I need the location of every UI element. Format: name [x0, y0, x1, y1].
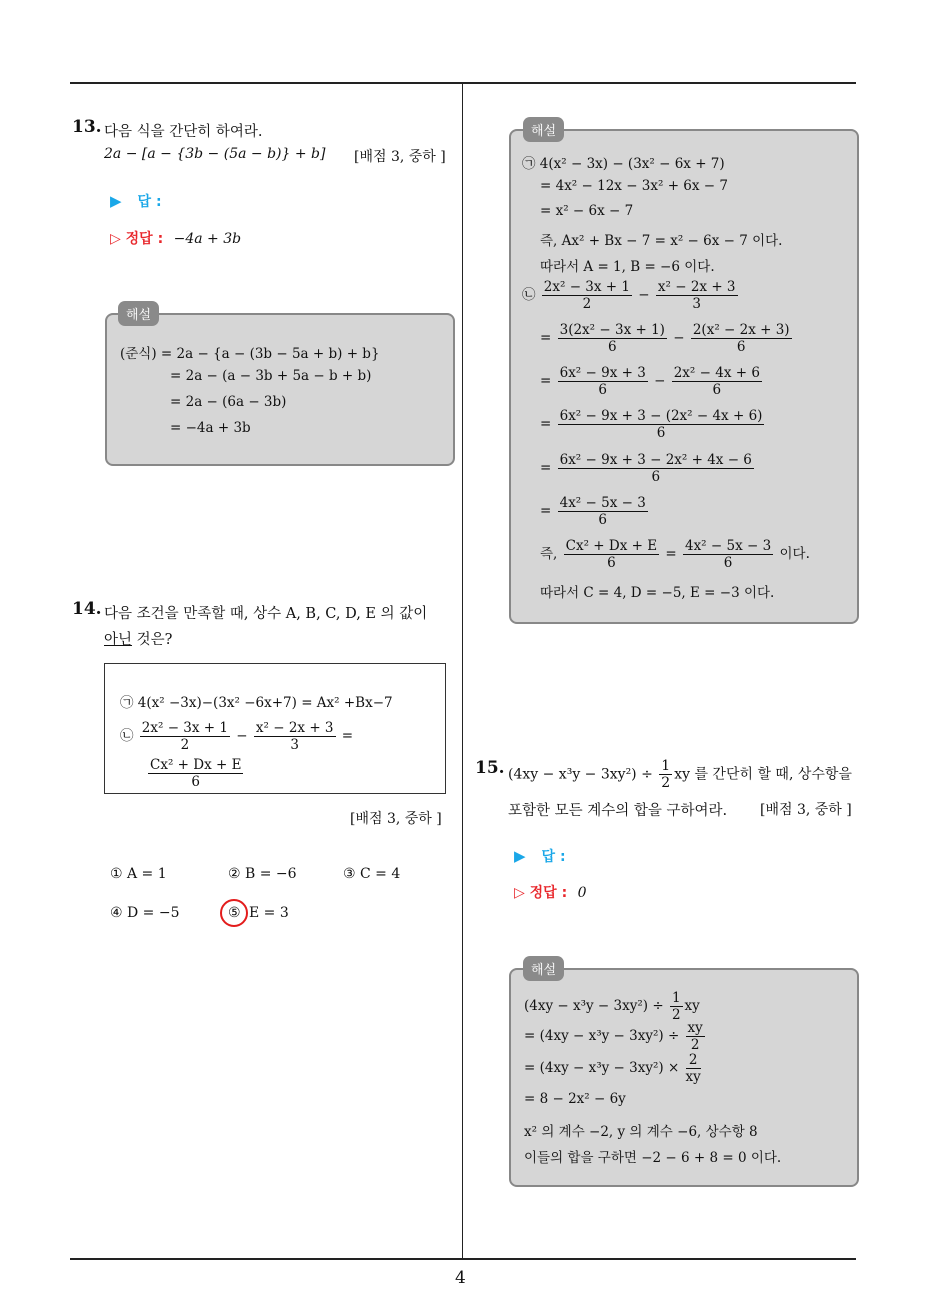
explanation-line: x² 의 계수 −2, y 의 계수 −6, 상수항 8	[524, 1124, 758, 1140]
q15-question-text-line2: 포함한 모든 계수의 합을 구하여라.	[508, 803, 728, 819]
q15-correct-label: 정답 :	[529, 885, 568, 901]
fraction: $\frac{1}{2}$	[661, 758, 671, 791]
explanation-line: 따라서 C = 4, D = −5, E = −3 이다.	[540, 585, 775, 601]
fraction: $\frac{\text{4x² − 5x − 3}}{6}$	[559, 495, 646, 528]
q15-explanation-tag: 해설	[523, 956, 564, 981]
explanation-line: = $\frac{\text{4x² − 5x − 3}}{6}$	[540, 495, 646, 528]
explanation-line: = (4xy − x³y − 3xy²) × $\frac{2}{xy}$	[524, 1052, 701, 1085]
q13-correct-label: 정답 :	[125, 231, 164, 247]
explanation-line: = $\frac{\text{6x² − 9x + 3}}{6}$ − $\frac{\text{2x² − 4x + 6}}{6}$	[540, 365, 760, 398]
q13-correct-value: −4a + 3b	[173, 231, 242, 247]
fraction: $\frac{\text{Cx² + Dx + E}}{6}$	[565, 538, 658, 571]
explanation-line: ㉠ 4(x² − 3x) − (3x² − 6x + 7)	[522, 156, 725, 172]
q14-condition-2: ㉡ $\frac{\text{2x² − 3x + 1}}{2}$ − $\frac{\text{x² − 2x + 3}}{3}$ =	[120, 720, 354, 753]
fraction: $\frac{\text{2x² − 4x + 6}}{6}$	[673, 365, 760, 398]
page-number: 4	[455, 1268, 466, 1288]
q14-number: 14.	[72, 599, 102, 619]
q13-expression: 2a − [a − {3b − (5a − b)} + b]	[104, 146, 326, 162]
q13-answer-label: 답 :	[137, 194, 162, 210]
fraction: $\frac{1}{2}$	[671, 990, 681, 1023]
play-icon: ▶	[514, 847, 526, 865]
explanation-line: = 4x² − 12x − 3x² + 6x − 7	[540, 178, 728, 194]
column-divider	[462, 84, 463, 1258]
selected-answer-circle-icon	[220, 899, 248, 927]
q13-explanation-line: (준식) = 2a − {a − (3b − 5a + b) + b}	[120, 346, 380, 362]
q15-question-text: (4xy − x³y − 3xy²) ÷ $\frac{1}{2}$ xy 를 간단히 할 때, 상수항을	[508, 758, 852, 791]
top-rule	[70, 82, 856, 84]
fraction: $\frac{\text{4x² − 5x − 3}}{6}$	[684, 538, 772, 571]
fraction: $\frac{xy}{2}$	[687, 1020, 703, 1053]
fraction: $\frac{\text{2x² − 3x + 1}}{2}$	[141, 720, 228, 753]
explanation-line: = x² − 6x − 7	[540, 203, 634, 219]
q14-choice-3[interactable]: ③ C = 4	[343, 866, 401, 882]
explanation-line: = $\frac{\text{6x² − 9x + 3 − (2x² − 4x + 6)}}{6}$	[540, 408, 763, 441]
q15-correct-row	[514, 882, 587, 902]
q13-explanation-box	[105, 313, 455, 466]
q13-question-text: 다음 식을 간단히 하여라.	[104, 124, 263, 140]
q13-number: 13.	[72, 117, 102, 137]
q14-choice-1[interactable]: ① A = 1	[110, 866, 167, 882]
q14-question-text-line2: 아닌 것은?	[104, 632, 173, 648]
q13-explanation-tag: 해설	[118, 301, 159, 326]
q14-underlined-word: 아닌	[104, 632, 133, 648]
explanation-line: = (4xy − x³y − 3xy²) ÷ $\frac{xy}{2}$	[524, 1020, 703, 1053]
fraction: $\frac{2}{xy}$	[685, 1052, 701, 1085]
q15-answer-row[interactable]	[514, 846, 566, 866]
q13-correct-row	[110, 228, 241, 248]
explanation-line: ㉡ $\frac{\text{2x² − 3x + 1}}{2}$ − $\frac{\text{x² − 2x + 3}}{3}$	[522, 279, 736, 312]
explanation-line: 즉, $\frac{\text{Cx² + Dx + E}}{6}$ = $\frac{\text{4x² − 5x − 3}}{6}$ 이다.	[540, 538, 810, 571]
fraction: $\frac{\text{2(x² − 2x + 3)}}{6}$	[692, 322, 790, 355]
explanation-line: 이들의 합을 구하면 −2 − 6 + 8 = 0 이다.	[524, 1150, 782, 1166]
fraction: $\frac{\text{6x² − 9x + 3 − (2x² − 4x + 6)}}{6}$	[559, 408, 763, 441]
q13-explanation-line: = 2a − (a − 3b + 5a − b + b)	[170, 368, 372, 384]
fraction: $\frac{\text{2x² − 3x + 1}}{2}$	[543, 279, 630, 312]
fraction: $\frac{\text{x² − 2x + 3}}{3}$	[255, 720, 334, 753]
explanation-line: 따라서 A = 1, B = −6 이다.	[540, 259, 715, 275]
q15-answer-label: 답 :	[541, 849, 566, 865]
q14-score: [배점 3, 중하 ]	[350, 811, 442, 827]
q13-answer-row[interactable]	[110, 191, 162, 211]
play-icon: ▶	[110, 192, 122, 210]
q14-explanation-tag: 해설	[523, 117, 564, 142]
explanation-line: = $\frac{\text{6x² − 9x + 3 − 2x² + 4x − 6}}{6}$	[540, 452, 752, 485]
q15-correct-value: 0	[577, 885, 587, 901]
q14-choice-2[interactable]: ② B = −6	[228, 866, 297, 882]
explanation-line: = 8 − 2x² − 6y	[524, 1091, 626, 1107]
bottom-rule	[70, 1258, 856, 1260]
q14-condition-1: ㉠ 4(x² −3x)−(3x² −6x+7) = Ax² +Bx−7	[120, 695, 393, 711]
fraction: $\frac{\text{3(2x² − 3x + 1)}}{6}$	[559, 322, 665, 355]
explanation-line: (4xy − x³y − 3xy²) ÷ $\frac{1}{2}$ xy	[524, 990, 700, 1023]
fraction: $\frac{\text{6x² − 9x + 3}}{6}$	[559, 365, 646, 398]
q14-condition-2-rhs	[146, 757, 245, 790]
outline-play-icon: ▷	[514, 885, 530, 901]
fraction: $\frac{\text{x² − 2x + 3}}{3}$	[657, 279, 736, 312]
explanation-line: = $\frac{\text{3(2x² − 3x + 1)}}{6}$ − $\frac{\text{2(x² − 2x + 3)}}{6}$	[540, 322, 790, 355]
q15-score: [배점 3, 중하 ]	[760, 802, 852, 818]
q15-number: 15.	[475, 758, 505, 778]
q14-question-text: 다음 조건을 만족할 때, 상수 A, B, C, D, E 의 값이	[104, 606, 428, 622]
q13-explanation-line: = 2a − (6a − 3b)	[170, 394, 287, 410]
fraction: $\frac{\text{Cx² + Dx + E}}{6}$	[150, 757, 242, 790]
q13-explanation-line: = −4a + 3b	[170, 420, 251, 436]
fraction: $\frac{\text{6x² − 9x + 3 − 2x² + 4x − 6}}{6}$	[559, 452, 752, 485]
q13-score: [배점 3, 중하 ]	[354, 149, 446, 165]
q14-choice-4[interactable]: ④ D = −5	[110, 905, 180, 921]
explanation-line: 즉, Ax² + Bx − 7 = x² − 6x − 7 이다.	[540, 233, 783, 249]
q14-choice-5[interactable]: ⑤ E = 3	[228, 905, 289, 921]
outline-play-icon: ▷	[110, 231, 126, 247]
